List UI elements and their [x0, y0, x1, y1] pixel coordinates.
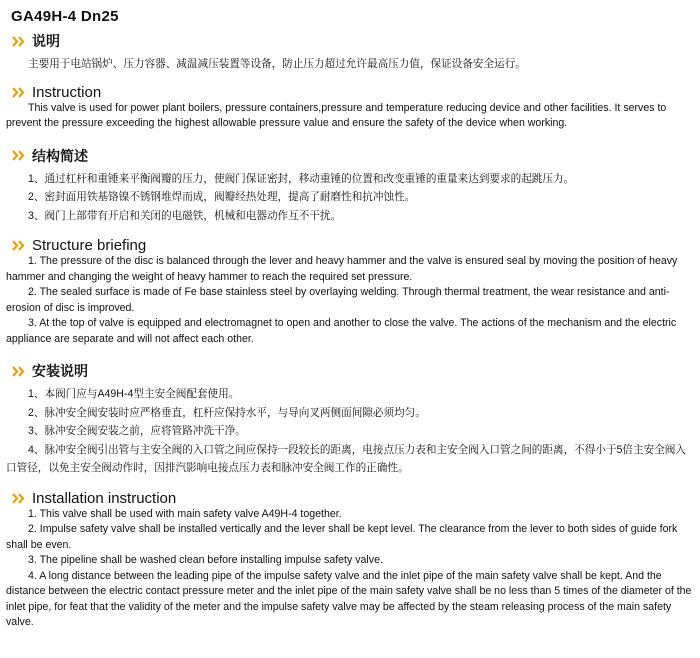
section-heading-installation-cn [6, 361, 694, 381]
section-heading-instruction [6, 84, 694, 101]
list-item: 3、阀门上部带有开启和关闭的电磁铁，机械和电器动作互不干扰。 [28, 209, 342, 222]
heading-text: 结构简述 [32, 147, 88, 164]
list-item: 3. The pipeline shall be washed clean before installing impulse safety valve. [28, 554, 383, 566]
double-chevron-right-icon [12, 240, 28, 251]
section-heading-installation-instruction [6, 490, 694, 507]
list-item: 4. A long distance between the leading pipe of the impulse safety valve and the inlet pipe of the main safety valve shall be kept. And the distance between the electric contact pressure meter and the inlet pipe of the main safety valve shall be no less than 5 times of the diameter of the inlet pipe, for feat that the validity of the meter and the impulse safety valve may be affected by the steam releasing process of the main safety valve. [6, 569, 692, 628]
section-heading-structure-cn [6, 146, 694, 166]
paragraph: This valve is used for power plant boilers, pressure containers,pressure and temperature reducing device and other facilities. It serves to prevent the pressure exceeding the highest allowable pressure value and ensure the safety of the device when working. [6, 101, 667, 129]
heading-text: Installation instruction [32, 489, 177, 507]
heading-text: 说明 [32, 33, 60, 49]
section-heading-description-cn [6, 31, 694, 51]
list-item: 1、本阀门应与A49H-4型主安全阀配套使用。 [28, 388, 240, 400]
document-page [0, 8, 700, 658]
page-title: GA49H-4 Dn25 [11, 8, 119, 25]
list-item: 2. The sealed surface is made of Fe base stainless steel by overlaying welding. Through thermal treatment, the wear resistance and anti-erosion of disc is improved. [6, 286, 670, 314]
heading-text: 安装说明 [32, 363, 88, 379]
paragraph: 主要用于电站锅炉、压力容器、减温减压装置等设备，防止压力超过允许最高压力值，保证设备安全运行。 [28, 58, 526, 70]
list-item: 2. Impulse safety valve shall be installed vertically and the lever shall be kept level. The clearance from the lever to both sides of guide fork shall be even. [6, 523, 678, 551]
list-item: 3. At the top of valve is equipped and electromagnet to open and another to close the valve. The actions of the mechanism and the electric appliance are separate and will not affect each other. [6, 317, 677, 345]
list-item: 1、通过杠杆和重锤来平衡阀瓣的压力，使阀门保证密封，移动重锤的位置和改变重锤的重量来达到要求的起跳压力。 [28, 172, 575, 185]
list-item: 1. The pressure of the disc is balanced through the lever and heavy hammer and the valve is ensured seal by moving the position of heavy hammer and changing the weight of heavy hammer to reach the required set pressure. [6, 255, 678, 283]
double-chevron-right-icon [12, 150, 28, 161]
double-chevron-right-icon [12, 366, 28, 377]
double-chevron-right-icon [12, 87, 28, 98]
list-item: 4、脉冲安全阀引出管与主安全阀的入口管之间应保持一段较长的距离，电接点压力表和主安全阀入口管之间的距离，不得小于5倍主安全阀入口管径，以免主安全阀动作时，因排汽影响电接点压力表和脉冲安全阀工作的正确性。 [6, 443, 686, 474]
heading-text: Structure briefing [32, 237, 147, 254]
section-heading-structure-briefing [6, 237, 694, 254]
list-item: 1. This valve shall be used with main safety valve A49H-4 together. [28, 507, 342, 520]
double-chevron-right-icon [12, 493, 28, 504]
heading-text: Instruction [32, 83, 102, 101]
list-item: 2、脉冲安全阀安装时应严格垂直，杠杆应保持水平，与导向叉两侧面间隙必须均匀。 [28, 406, 426, 419]
list-item: 3、脉冲安全阀安装之前，应将管路冲洗干净。 [28, 425, 246, 437]
double-chevron-right-icon [12, 36, 28, 47]
list-item: 2、密封面用铁基铬镍不锈钢堆焊而成，阀瓣经热处理，提高了耐磨性和抗冲蚀性。 [28, 191, 416, 203]
